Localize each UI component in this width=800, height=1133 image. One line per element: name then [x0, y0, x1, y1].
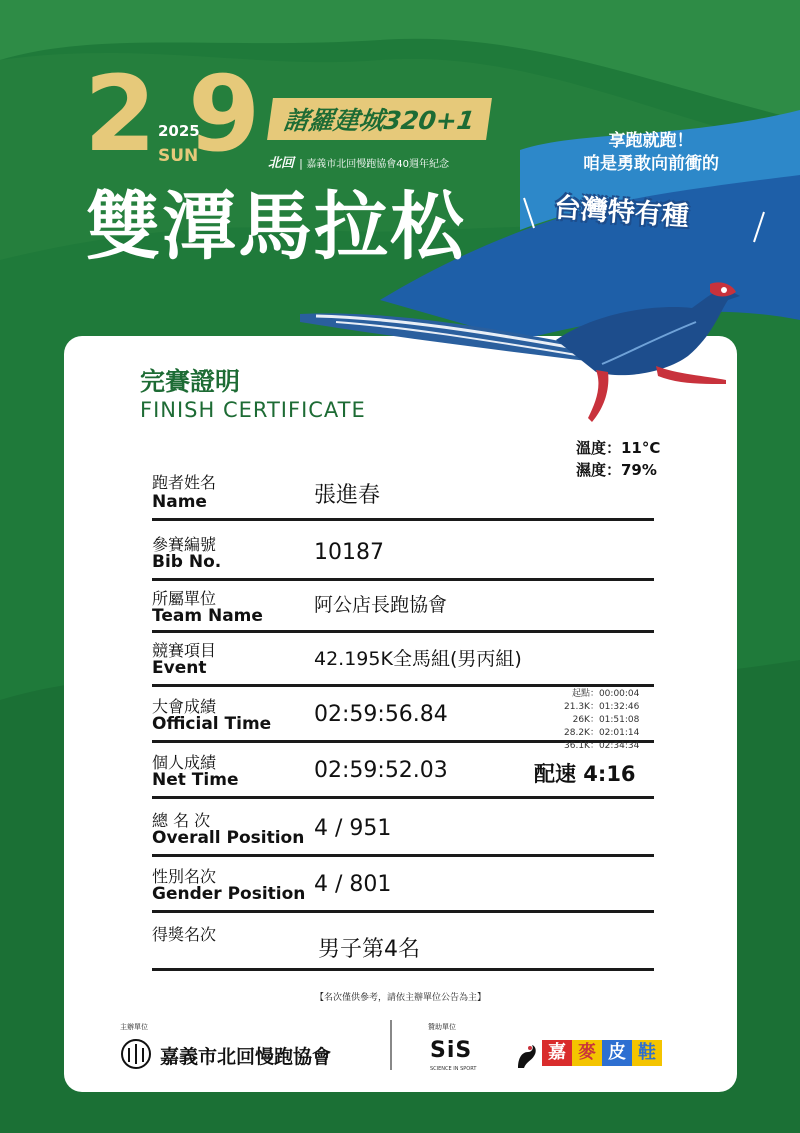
event-title: 雙潭馬拉松 [86, 184, 466, 270]
row-team [152, 582, 654, 633]
weekday-label: SUN [158, 146, 199, 166]
pace: 配速 4:16 [534, 762, 636, 786]
label-en: Net Time [152, 770, 239, 790]
gender-position: 4 / 801 [314, 872, 392, 897]
credit-line: 北回 | 嘉義市北回慢跑協會40週年紀念 [268, 156, 450, 171]
temperature: 溫度：11°C [576, 439, 661, 457]
credit-text: 嘉義市北回慢跑協會40週年紀念 [306, 159, 450, 170]
shoe-char-1: 嘉 [542, 1040, 572, 1066]
label-zh: 總 名 次 [152, 811, 211, 830]
certificate-title-zh: 完賽證明 [140, 367, 241, 396]
row-gender-position [152, 858, 654, 913]
shoe-char-2: 麥 [572, 1040, 602, 1066]
label-en: Bib No. [152, 552, 222, 572]
city-anniversary-banner: 諸羅建城320+1 [267, 98, 491, 140]
credit-logo: 北回 [268, 156, 295, 171]
net-time: 02:59:52.03 [314, 758, 448, 783]
split-item: 26K：01:51:08 [572, 715, 640, 726]
split-item: 36.1K：02:34:34 [564, 741, 640, 752]
slogan-line-1: 享跑就跑！ [608, 131, 694, 151]
slogan-line-2: 咱是勇敢向前衝的 [583, 153, 719, 174]
shoe-char-4: 鞋 [632, 1040, 662, 1066]
label-zh: 參賽編號 [152, 535, 217, 554]
label-en: Gender Position [152, 884, 306, 904]
label-en: Overall Position [152, 828, 305, 848]
footer-divider [390, 1020, 392, 1070]
official-time: 02:59:56.84 [314, 702, 448, 727]
humidity: 濕度：79% [576, 460, 657, 479]
organizer-emblem-icon [120, 1038, 152, 1070]
label-zh: 競賽項目 [152, 641, 217, 660]
label-en: Event [152, 658, 207, 678]
label-en: Name [152, 492, 207, 512]
label-en: Official Time [152, 714, 272, 734]
row-name [152, 464, 654, 521]
row-bib [152, 528, 654, 581]
split-times [564, 688, 639, 753]
rooster-icon [512, 1042, 538, 1070]
row-event [152, 634, 654, 687]
overall-position: 4 / 951 [314, 816, 392, 841]
runner-name: 張進春 [314, 483, 381, 508]
sponsor-sis-sub: SCIENCE IN SPORT [430, 1066, 477, 1072]
organizer-tag: 主辦單位 [120, 1023, 148, 1031]
team-name: 阿公店長跑協會 [314, 594, 448, 616]
split-item: 21.3K：01:32:46 [564, 702, 640, 713]
bib-number: 10187 [314, 540, 384, 565]
sponsor-tag: 贊助單位 [428, 1023, 456, 1031]
event-name: 42.195K全馬組(男丙組) [314, 648, 522, 670]
label-zh: 性別名次 [152, 867, 217, 886]
badge-left-stroke [520, 196, 540, 236]
date-day-digit-2: 2 [84, 53, 157, 175]
organizer-name: 嘉義市北回慢跑協會 [160, 1046, 332, 1068]
label-zh: 跑者姓名 [152, 473, 217, 492]
mikado-pheasant-illustration [296, 262, 746, 428]
certificate-title-en: FINISH CERTIFICATE [140, 398, 366, 422]
certificate-card [64, 336, 737, 1092]
label-zh: 所屬單位 [152, 589, 217, 608]
split-item: 28.2K：02:01:14 [564, 728, 640, 739]
label-zh: 得獎名次 [152, 925, 217, 944]
split-item: 起點：00:00:04 [571, 689, 640, 699]
endemic-species-badge: 台灣特有種 [552, 192, 690, 233]
label-zh: 個人成績 [152, 753, 217, 772]
shoe-char-3: 皮 [602, 1040, 632, 1066]
label-en: Team Name [152, 606, 263, 626]
award-rank: 男子第4名 [318, 937, 420, 962]
sponsor-sis-logo: SiS [430, 1038, 473, 1063]
date-day-digit-9: 9 [188, 53, 261, 175]
year-label: 2025 [158, 122, 200, 140]
sponsor-shoe-logo [542, 1040, 662, 1066]
disclaimer: 【名次僅供參考，請依主辦單位公告為主】 [314, 993, 486, 1003]
row-overall-position [152, 802, 654, 857]
slogan [566, 130, 736, 176]
row-award [152, 916, 654, 971]
badge-right-stroke [748, 210, 768, 250]
label-zh: 大會成績 [152, 697, 217, 716]
